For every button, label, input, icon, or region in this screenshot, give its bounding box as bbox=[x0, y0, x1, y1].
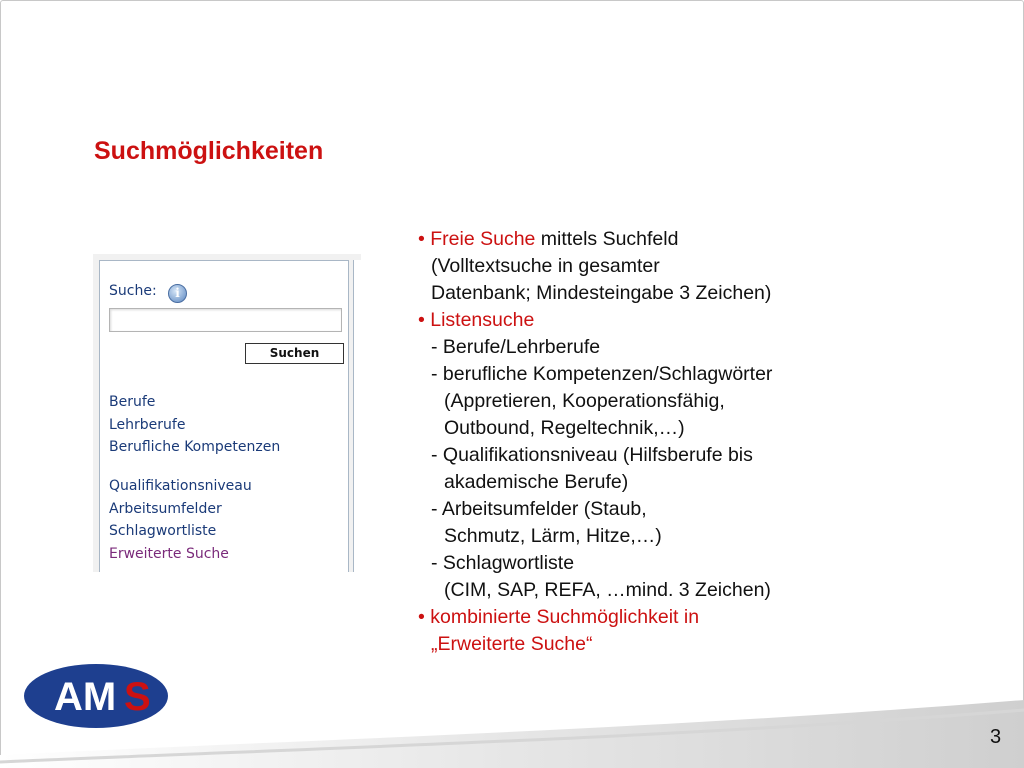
link-arbeitsumfelder[interactable]: Arbeitsumfelder bbox=[109, 501, 222, 517]
link-schlagwortliste[interactable]: Schlagwortliste bbox=[109, 523, 217, 539]
sub-item-line: (Appretieren, Kooperationsfähig, bbox=[444, 390, 725, 412]
bullet-freie-suche bbox=[418, 226, 878, 253]
link-lehrberufe[interactable]: Lehrberufe bbox=[109, 417, 186, 433]
sub-item-line: akademische Berufe) bbox=[444, 471, 629, 493]
search-label: Suche: bbox=[109, 283, 157, 299]
slide-title: Suchmöglichkeiten bbox=[94, 137, 324, 165]
sub-item-line: (CIM, SAP, REFA, …mind. 3 Zeichen) bbox=[444, 579, 771, 601]
ams-logo bbox=[24, 660, 174, 736]
link-berufliche-kompetenzen[interactable]: Berufliche Kompetenzen bbox=[109, 439, 281, 455]
bullet-line: Datenbank; Mindesteingabe 3 Zeichen) bbox=[431, 282, 772, 304]
bullet-listensuche: • Listensuche bbox=[418, 309, 535, 331]
freie-suche-text: mittels Suchfeld bbox=[535, 228, 679, 250]
sub-item: - Schlagwortliste bbox=[431, 552, 575, 574]
sub-item-line: Schmutz, Lärm, Hitze,…) bbox=[444, 525, 662, 547]
search-input[interactable] bbox=[109, 308, 342, 332]
bullet-list bbox=[418, 226, 878, 658]
sub-item: - berufliche Kompetenzen/Schlagwörter bbox=[431, 363, 773, 385]
info-icon[interactable]: i bbox=[168, 284, 187, 303]
search-button[interactable]: Suchen bbox=[245, 343, 344, 364]
sub-item: - Berufe/Lehrberufe bbox=[431, 336, 601, 358]
freie-suche-term: • Freie Suche bbox=[418, 228, 536, 250]
bullet-line: (Volltextsuche in gesamter bbox=[431, 255, 660, 277]
logo-text-am: AM bbox=[54, 675, 117, 719]
sub-item: - Qualifikationsniveau (Hilfsberufe bis bbox=[431, 444, 753, 466]
link-erweiterte-suche[interactable]: Erweiterte Suche bbox=[109, 546, 229, 562]
sub-item: - Arbeitsumfelder (Staub, bbox=[431, 498, 647, 520]
search-panel-screenshot bbox=[93, 254, 361, 572]
bullet-line: „Erweiterte Suche“ bbox=[431, 633, 593, 655]
sub-item-line: Outbound, Regeltechnik,…) bbox=[444, 417, 685, 439]
link-qualifikationsniveau[interactable]: Qualifikationsniveau bbox=[109, 478, 252, 494]
panel-scrollbar[interactable] bbox=[353, 260, 361, 572]
link-berufe[interactable]: Berufe bbox=[109, 394, 156, 410]
logo-text-s: S bbox=[124, 675, 151, 719]
bullet-kombinierte-suche: • kombinierte Suchmöglichkeit in bbox=[418, 606, 700, 628]
search-panel-body bbox=[99, 260, 349, 572]
page-number: 3 bbox=[990, 726, 1002, 748]
